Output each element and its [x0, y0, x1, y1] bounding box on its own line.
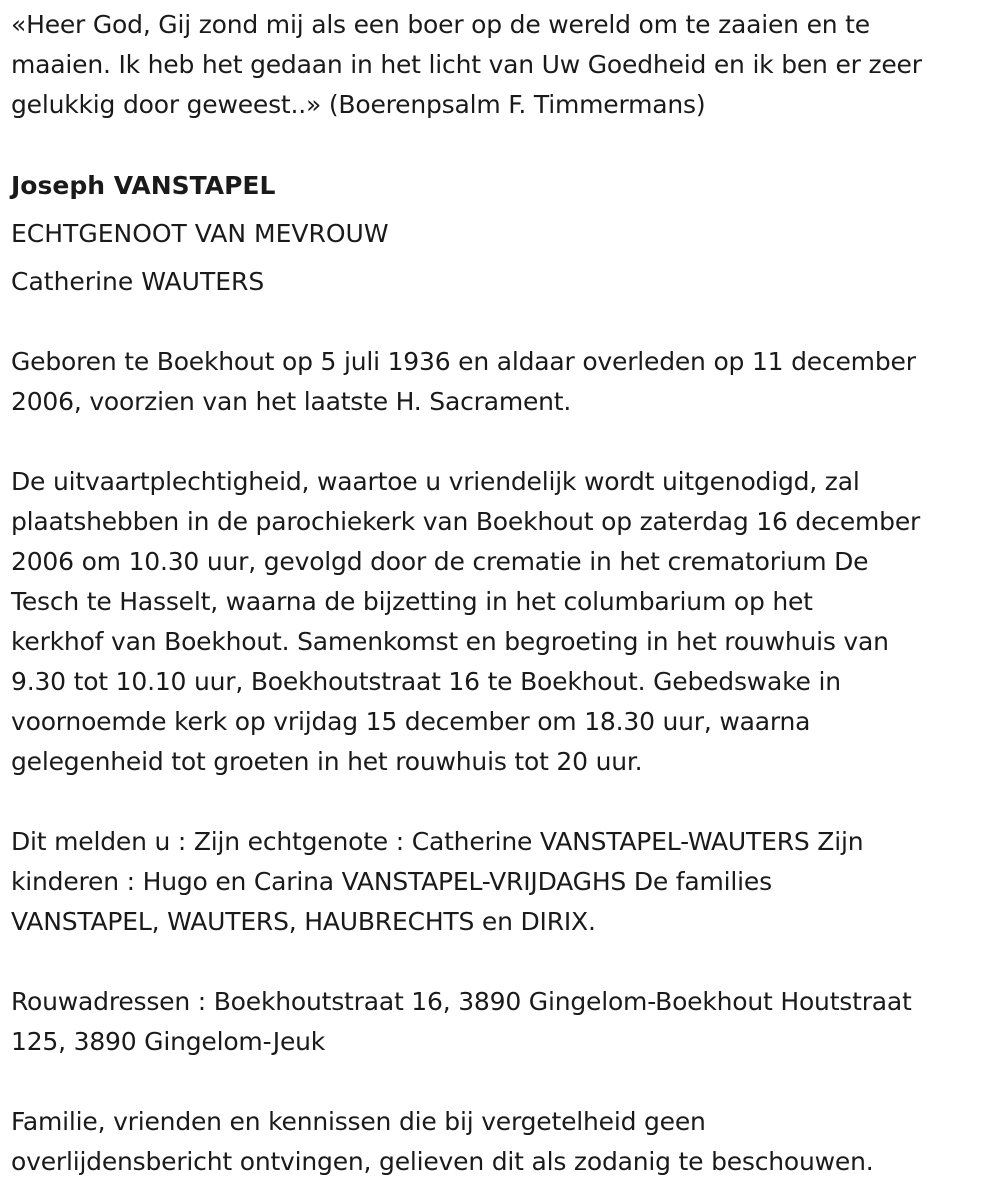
funeral-paragraph: De uitvaartplechtigheid, waartoe u vriendelijk wordt uitgenodigd, zal plaatshebben in de parochiekerk van Boekhout op zaterdag 16 december 2006 om 10.30 uur, gevolgd door de crematie in het crematorium De Tesch te Hasselt, waarna de bijzetting in het columbarium op het kerkhof van Boekhout. Samenkomst en begroeting in het rouwhuis van 9.30 tot 10.10 uur, Boekhoutstraat 16 te Boekhout. Gebedswake in voornoemde kerk op vrijdag 15 december om 18.30 uur, waarna gelegenheid tot groeten in het rouwhuis tot 20 uur.	[11, 467, 921, 776]
spouse-title: ECHTGENOOT VAN MEVROUW	[11, 219, 389, 248]
announcement-paragraph: Dit melden u : Zijn echtgenote : Catherine VANSTAPEL-WAUTERS Zijn kinderen : Hugo en Carina VANSTAPEL-VRIJDAGHS De families VANSTAPEL, WAUTERS, HAUBRECHTS en DIRIX.	[11, 827, 864, 936]
birth-death-paragraph: Geboren te Boekhout op 5 juli 1936 en aldaar overleden op 11 december 2006, voorzien van het laatste H. Sacrament.	[11, 347, 916, 416]
deceased-name: Joseph VANSTAPEL	[11, 171, 276, 200]
spouse-name: Catherine WAUTERS	[11, 267, 265, 296]
opening-quote: «Heer God, Gij zond mij als een boer op de wereld om te zaaien en te maaien. Ik heb het gedaan in het licht van Uw Goedheid en ik ben er zeer gelukkig door geweest..» (Boerenpsalm F. Timmermans)	[11, 10, 922, 119]
addresses-paragraph: Rouwadressen : Boekhoutstraat 16, 3890 Gingelom-Boekhout Houtstraat 125, 3890 Gingelom-Jeuk	[11, 987, 912, 1056]
closing-paragraph: Familie, vrienden en kennissen die bij vergetelheid geen overlijdensbericht ontvingen, gelieven dit als zodanig te beschouwen.	[11, 1107, 874, 1176]
